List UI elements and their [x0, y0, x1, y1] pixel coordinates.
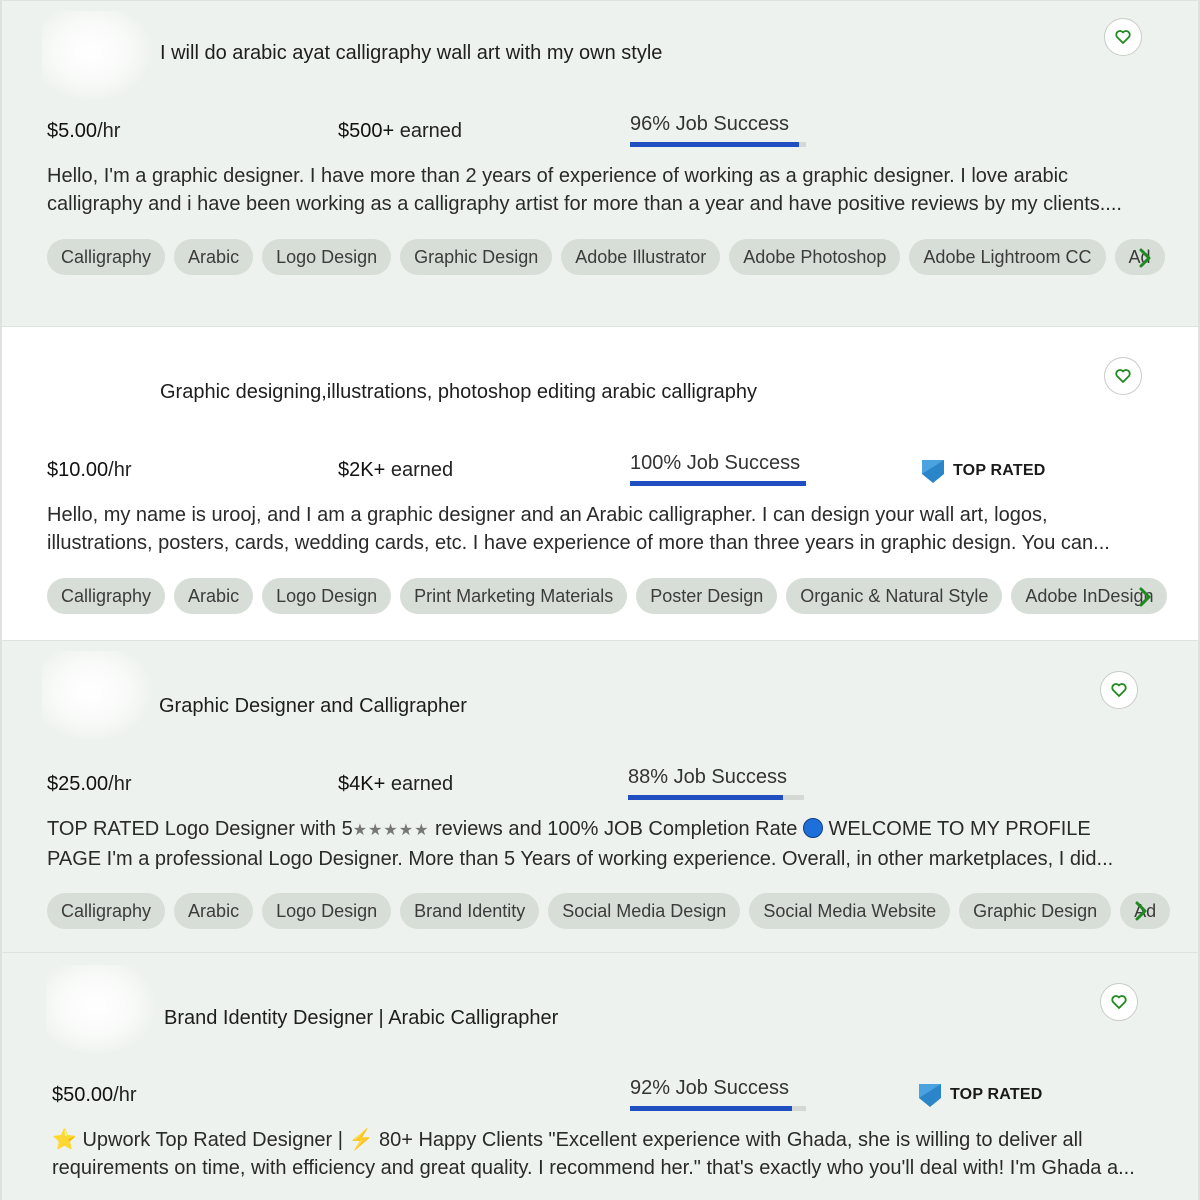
job-success-fill — [628, 795, 783, 800]
top-rated-badge-icon — [918, 1082, 942, 1108]
job-success — [630, 452, 806, 486]
top-rated-badge: TOP RATED — [918, 1082, 1042, 1108]
heart-icon — [1110, 993, 1128, 1011]
heart-icon — [1110, 681, 1128, 699]
freelancer-card-1[interactable] — [0, 0, 1200, 326]
total-earned: $4K+ earned — [338, 773, 454, 795]
skill-tag[interactable]: Adobe Photoshop — [729, 239, 900, 275]
avatar — [42, 651, 152, 741]
skill-tag[interactable]: Arabic — [174, 578, 253, 614]
skill-tag[interactable]: Graphic Design — [400, 239, 552, 275]
heart-icon — [1114, 28, 1132, 46]
hourly-rate: $5.00/hr — [47, 120, 121, 142]
rating-stars: ★★★★★ — [352, 822, 430, 839]
job-success-label: 100% Job Success — [630, 452, 801, 474]
total-earned: $2K+ earned — [338, 459, 454, 481]
skill-tags — [47, 578, 1154, 614]
skill-tag[interactable]: Logo Design — [262, 239, 391, 275]
skill-tag[interactable]: Calligraphy — [47, 578, 165, 614]
skill-tag[interactable]: Adobe Illustrator — [561, 239, 720, 275]
skill-tag[interactable]: Adobe Lightroom CC — [909, 239, 1105, 275]
avatar — [46, 965, 156, 1055]
job-success-label: 96% Job Success — [630, 113, 789, 135]
skill-tags — [47, 239, 1151, 275]
skill-tag[interactable]: Ad — [1115, 239, 1165, 275]
card-description: Hello, my name is urooj, and I am a graphic designer and an Arabic calligrapher. I can design your wall art, logos, illustrations, posters, cards, wedding cards, etc. I have experience of more than three years in graphic design. You can... — [47, 504, 1110, 554]
skill-tag[interactable]: Poster Design — [636, 578, 777, 614]
freelancer-card-4[interactable] — [0, 952, 1200, 1200]
card-title[interactable]: I will do arabic ayat calligraphy wall art with my own style — [160, 42, 663, 64]
top-rated-badge: TOP RATED — [921, 458, 1045, 484]
job-success-label: 92% Job Success — [630, 1077, 789, 1099]
skill-tag[interactable]: Arabic — [174, 239, 253, 275]
hourly-rate: $50.00/hr — [52, 1084, 137, 1106]
top-rated-badge-icon — [921, 458, 945, 484]
card-description: TOP RATED Logo Designer with 5★★★★★ reviews and 100% JOB Completion Rate WELCOME TO MY PROFILE PAGE I'm a professional Logo Designer. More than 5 Years of working experience. Overall, in other marketplaces, I did... — [47, 818, 1114, 870]
job-success — [628, 766, 804, 800]
skill-tag[interactable]: Graphic Design — [959, 893, 1111, 929]
job-success-fill — [630, 481, 806, 486]
skill-tag[interactable]: Brand Identity — [400, 893, 539, 929]
card-title[interactable]: Brand Identity Designer | Arabic Calligrapher — [164, 1007, 559, 1029]
avatar — [42, 339, 152, 429]
skill-tag[interactable]: Social Media Website — [749, 893, 950, 929]
heart-icon — [1114, 367, 1132, 385]
blue-circle-icon — [803, 818, 823, 838]
skill-tag[interactable]: Print Marketing Materials — [400, 578, 627, 614]
job-success-bar — [630, 142, 806, 147]
favorite-button[interactable] — [1104, 18, 1142, 56]
total-earned: $500+ earned — [338, 120, 463, 142]
hourly-rate: $10.00/hr — [47, 459, 132, 481]
freelancer-card-2[interactable] — [0, 326, 1200, 640]
skill-tag[interactable]: Adobe InDesign — [1011, 578, 1167, 614]
job-success — [630, 113, 806, 147]
job-success-bar — [628, 795, 804, 800]
card-title[interactable]: Graphic designing,illustrations, photoshop editing arabic calligraphy — [160, 381, 758, 403]
skill-tag[interactable]: Calligraphy — [47, 893, 165, 929]
skill-tag[interactable]: Logo Design — [262, 893, 391, 929]
skill-tag[interactable]: Logo Design — [262, 578, 391, 614]
skill-tag[interactable]: Organic & Natural Style — [786, 578, 1002, 614]
favorite-button[interactable] — [1100, 671, 1138, 709]
card-description: Hello, I'm a graphic designer. I have more than 2 years of experience of working as a graphic designer. I love arabic calligraphy and i have been working as a calligraphy artist for more than a year and have positive reviews by my clients.... — [47, 165, 1122, 215]
favorite-button[interactable] — [1104, 357, 1142, 395]
chevron-right-icon[interactable] — [1129, 899, 1153, 923]
job-success-bar — [630, 481, 806, 486]
chevron-right-icon[interactable] — [1133, 246, 1157, 270]
favorite-button[interactable] — [1100, 983, 1138, 1021]
star-icon: ⭐ — [52, 1129, 77, 1151]
job-success-bar — [630, 1106, 806, 1111]
skill-tag[interactable]: Ad — [1120, 893, 1170, 929]
job-success-fill — [630, 1106, 792, 1111]
skill-tag[interactable]: Arabic — [174, 893, 253, 929]
freelancer-card-3[interactable] — [0, 640, 1200, 952]
skill-tag[interactable]: Calligraphy — [47, 239, 165, 275]
chevron-right-icon[interactable] — [1133, 585, 1157, 609]
job-success-label: 88% Job Success — [628, 766, 787, 788]
lightning-icon: ⚡ — [348, 1129, 374, 1151]
job-success — [630, 1077, 806, 1111]
avatar — [42, 11, 152, 101]
hourly-rate: $25.00/hr — [47, 773, 132, 795]
card-description: ⭐ Upwork Top Rated Designer | ⚡ 80+ Happy Clients "Excellent experience with Ghada, she is willing to deliver all requirements on time, with efficiency and great quality. I recommend her." that's exactly who you'll deal with! I'm Ghada a... — [52, 1129, 1135, 1179]
skill-tag[interactable]: Social Media Design — [548, 893, 740, 929]
skill-tags — [47, 893, 1157, 929]
job-success-fill — [630, 142, 799, 147]
card-title[interactable]: Graphic Designer and Calligrapher — [159, 695, 467, 717]
